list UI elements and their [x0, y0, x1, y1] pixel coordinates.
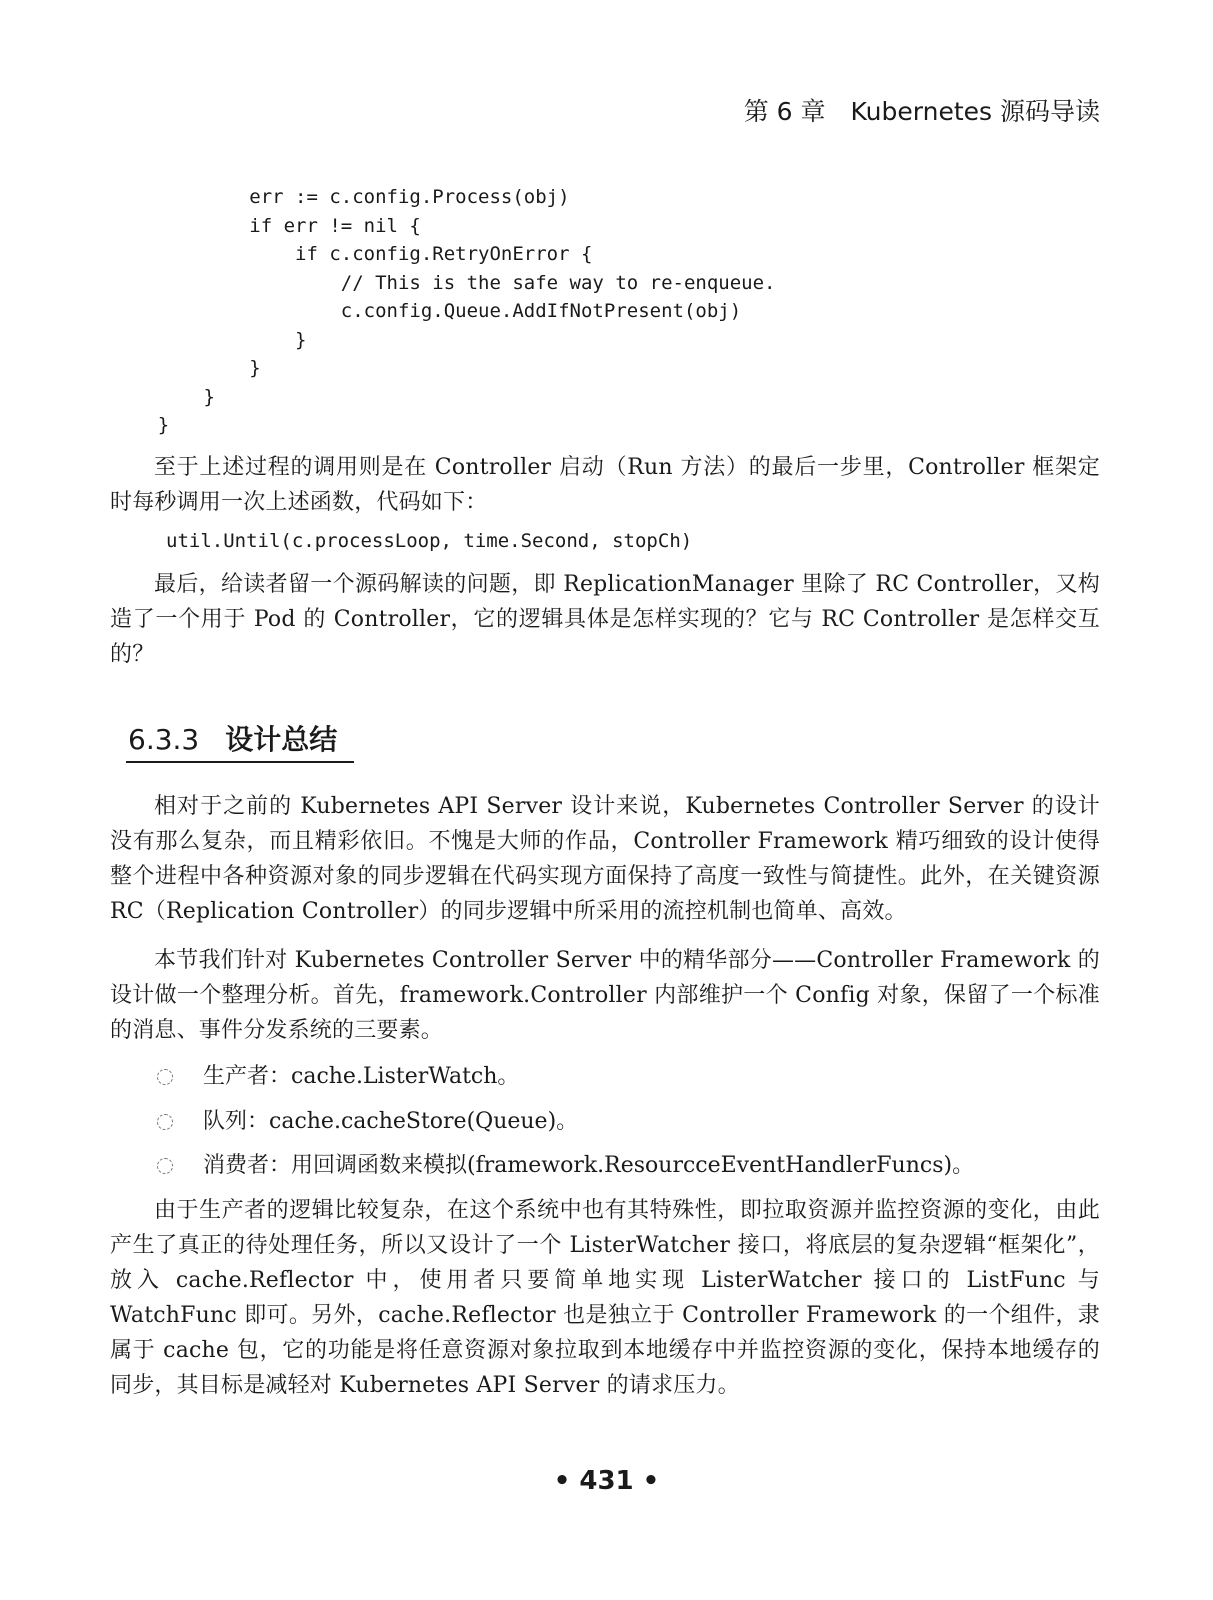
list-item-text: 队列：cache.cacheStore(Queue)。	[203, 1108, 579, 1134]
dashed-circle-bullet-icon	[157, 1069, 173, 1085]
section-title: 设计总结	[225, 723, 338, 756]
three-elements-list	[155, 1055, 1085, 1189]
paragraph-design-summary: 相对于之前的 Kubernetes API Server 设计来说，Kubernetes Controller Server 的设计没有那么复杂，而且精彩依旧。不愧是大师的作品，Controller Framework 精巧细致的设计使得整个进程中各种资源对象的同步逻辑在代码实现方面保持了高度一致性与简捷性。此外，在关键资源 RC（Replication Controller）的同步逻辑中所采用的流控机制也简单、高效。	[110, 794, 1100, 924]
section-heading	[128, 718, 337, 758]
paragraph-reflector: 由于生产者的逻辑比较复杂，在这个系统中也有其特殊性，即拉取资源并监控资源的变化，由此产生了真正的待处理任务，所以又设计了一个 ListerWatcher 接口，将底层的复杂逻辑“框架化”，放入 cache.Reflector 中，使用者只要简单地实现 ListerWatcher 接口的 ListFunc 与 WatchFunc 即可。另外，cache.Reflector 也是独立于 Controller Framework 的一个组件，隶属于 cache 包，它的功能是将任意资源对象拉取到本地缓存中并监控资源的变化，保持本地缓存的同步，其目标是减轻对 Kubernetes API Server 的请求压力。	[110, 1198, 1100, 1398]
paragraph-run-call: 至于上述过程的调用则是在 Controller 启动（Run 方法）的最后一步里，Controller 框架定时每秒调用一次上述函数，代码如下：	[110, 455, 1100, 515]
running-head: 第 6 章 Kubernetes 源码导读	[743, 97, 1100, 126]
code-line-until: util.Until(c.processLoop, time.Second, stopCh)	[166, 530, 693, 552]
dashed-circle-bullet-icon	[157, 1158, 173, 1174]
list-item-text: 消费者：用回调函数来模拟(framework.ResourcceEventHandlerFuncs)。	[203, 1153, 975, 1179]
list-item-text: 生产者：cache.ListerWatch。	[203, 1064, 520, 1090]
list-item	[155, 1144, 1085, 1189]
section-number: 6.3.3	[128, 723, 200, 756]
section-underline	[126, 761, 354, 763]
list-item	[155, 1100, 1085, 1145]
dashed-circle-bullet-icon	[157, 1114, 173, 1130]
paragraph-reader-question: 最后，给读者留一个源码解读的问题，即 ReplicationManager 里除了 RC Controller，又构造了一个用于 Pod 的 Controller，它的逻辑具体是怎样实现的？它与 RC Controller 是怎样交互的？	[110, 572, 1100, 667]
page-number: • 431 •	[553, 1466, 660, 1496]
list-item	[155, 1055, 1085, 1100]
paragraph-framework-analysis: 本节我们针对 Kubernetes Controller Server 中的精华部分——Controller Framework 的设计做一个整理分析。首先，framework.Controller 内部维护一个 Config 对象，保留了一个标准的消息、事件分发系统的三要素。	[110, 948, 1100, 1043]
code-block: err := c.config.Process(obj) if err != nil { if c.config.RetryOnError { // This is the safe way to re-enqueue. c.config.Queue.AddIfNotPresent(obj) } } } }	[157, 186, 776, 436]
